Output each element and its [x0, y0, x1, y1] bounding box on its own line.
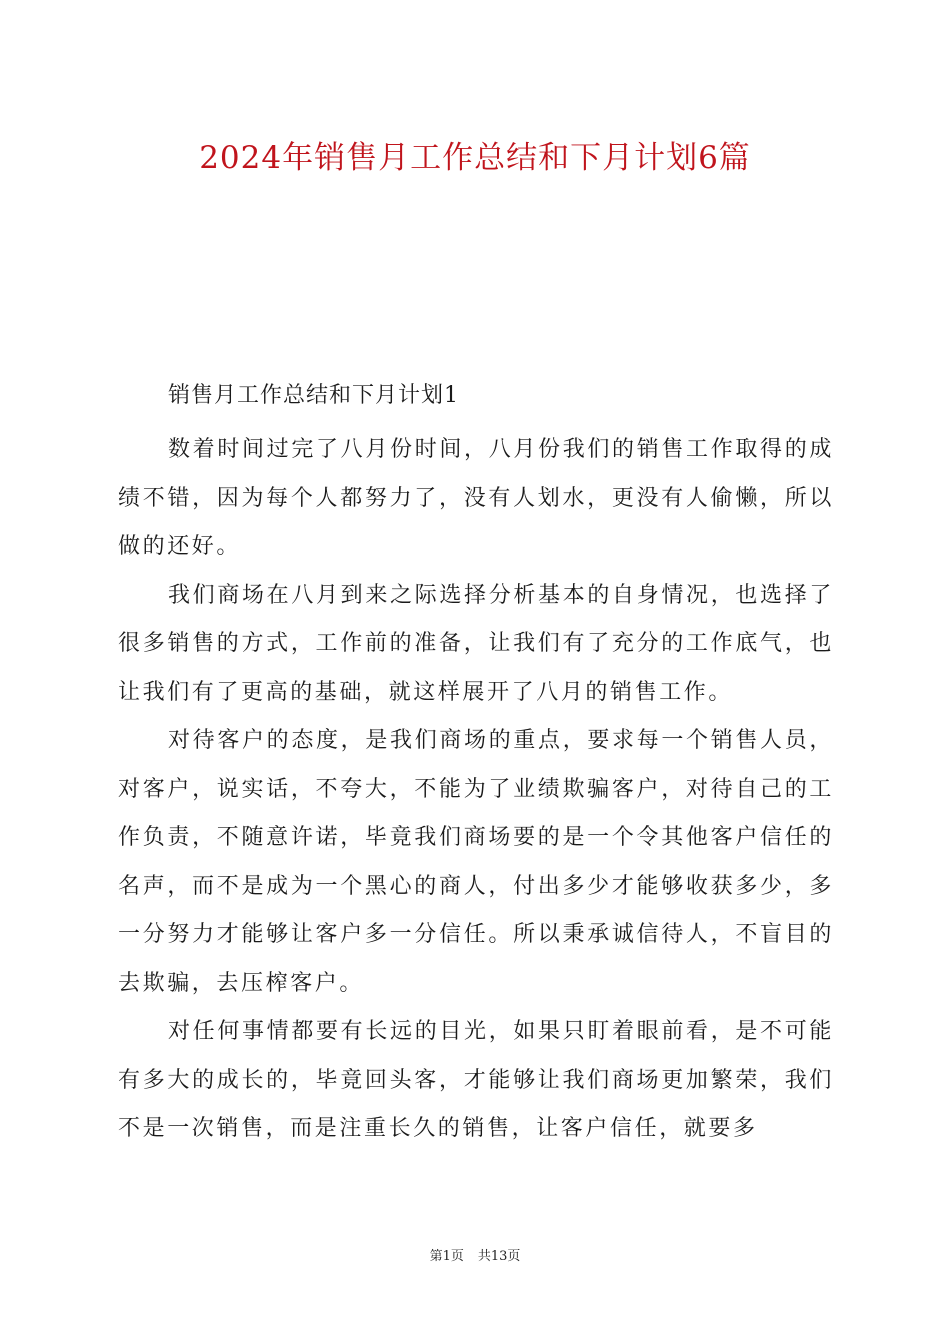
section-heading: 销售月工作总结和下月计划1 [168, 383, 459, 408]
document-title: 2024年销售月工作总结和下月计划6篇 [199, 140, 751, 176]
page-total: 共13页 [477, 1249, 521, 1264]
page-footer [0, 1247, 950, 1267]
paragraph: 对待客户的态度，是我们商场的重点，要求每一个销售人员，对客户，说实话，不夸大，不能为了业绩欺骗客户，对待自己的工作负责，不随意许诺，毕竟我们商场要的是一个令其他客户信任的名声，而不是成为一个黑心的商人，付出多少才能够收获多少，多一分努力才能够让客户多一分信任。所以秉承诚信待人，不盲目的去欺骗，去压榨客户。 [118, 728, 834, 996]
paragraph: 我们商场在八月到来之际选择分析基本的自身情况，也选择了很多销售的方式，工作前的准备，让我们有了充分的工作底气，也让我们有了更高的基础，就这样展开了八月的销售工作。 [118, 582, 834, 705]
paragraph: 数着时间过完了八月份时间，八月份我们的销售工作取得的成绩不错，因为每个人都努力了，没有人划水，更没有人偷懒，所以做的还好。 [118, 437, 834, 559]
document-body [118, 426, 834, 1154]
paragraph: 对任何事情都要有长远的目光，如果只盯着眼前看，是不可能有多大的成长的，毕竟回头客，才能够让我们商场更加繁荣，我们不是一次销售，而是注重长久的销售，让客户信任，就要多 [118, 1019, 834, 1141]
page-number: 第1页 [429, 1249, 464, 1264]
